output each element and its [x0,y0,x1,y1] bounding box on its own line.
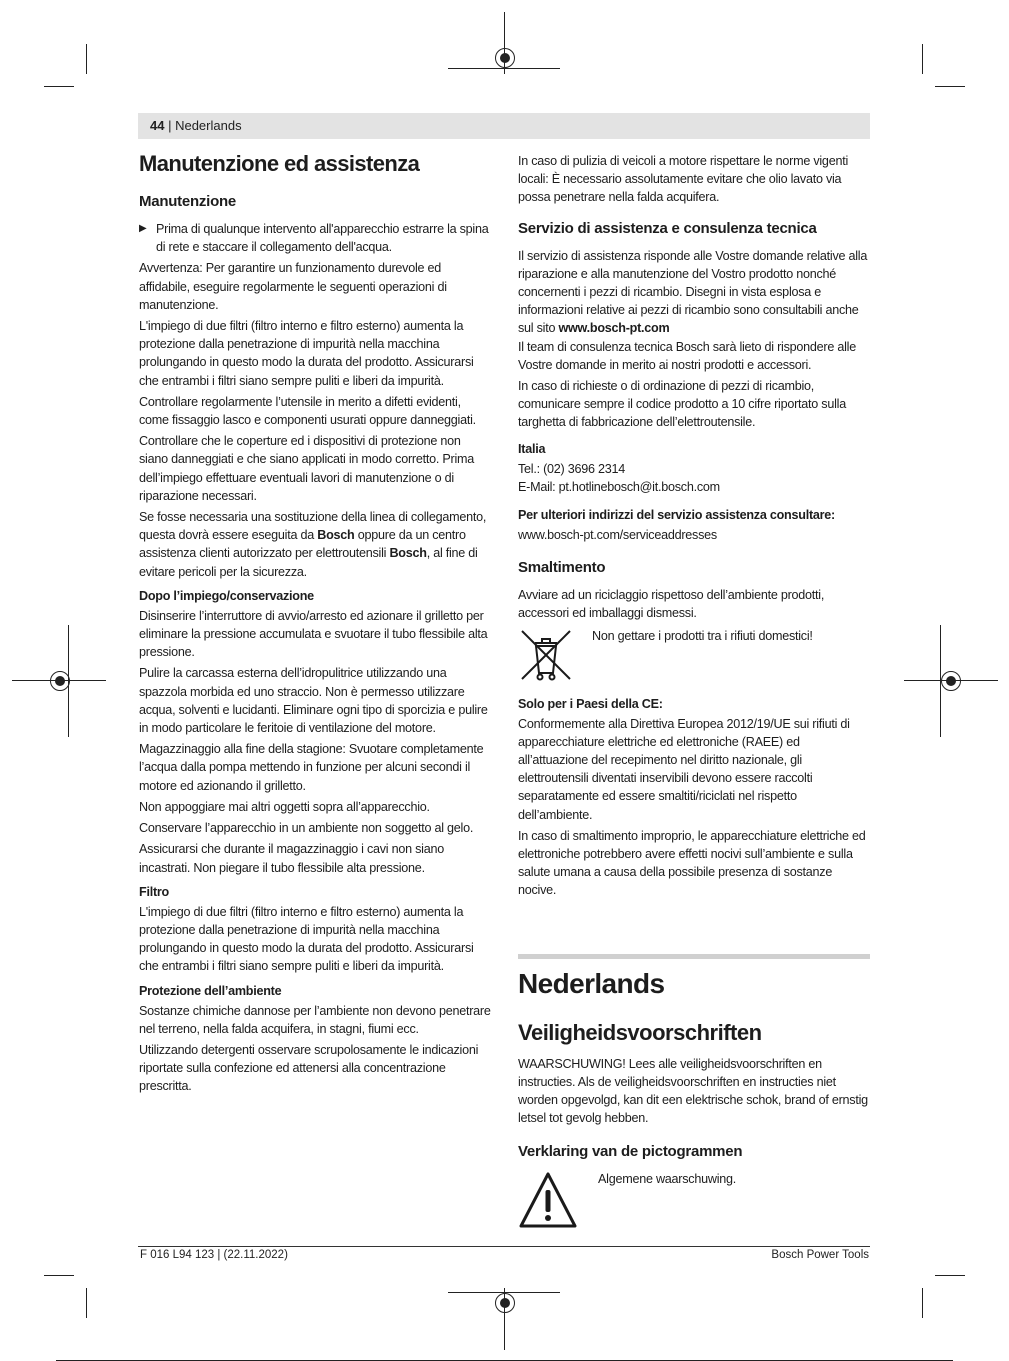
brand-name: Bosch [317,528,355,543]
warning-triangle-icon [518,1170,578,1230]
footer-document-id: F 016 L94 123 | (22.11.2022) [140,1249,288,1261]
crop-mark [86,1288,87,1318]
heading-ulteriori: Per ulteriori indirizzi del servizio assistenza consultare: [518,508,835,523]
paragraph: Il team di consulenza tecnica Bosch sarà lieto di rispondere alle Vostre domande in merito ai nostri prodotti e accessori. [518,339,856,372]
paragraph: Magazzinaggio alla fine della stagione: Svuotare completamente l’acqua dalla pompa mettendo in funzione per alcuni secondi il motore ed azionando il grilletto. [139,742,484,793]
heading-smaltimento: Smaltimento [518,559,606,577]
crop-mark [922,1288,923,1318]
crop-mark [44,1275,74,1276]
crossed-bin-icon [518,627,574,683]
paragraph: Sostanze chimiche dannose per l’ambiente non devono penetrare nel terreno, nella falda acquifera, in stagni, fiumi ecc. [139,1003,491,1036]
language-section-title: Nederlands [518,967,665,999]
service-url[interactable]: www.bosch-pt.com/serviceaddresses [518,528,717,543]
crop-mark [922,44,923,74]
paragraph: Assicurarsi che durante il magazzinaggio i cavi non siano incastrati. Non piegare il tubo flessibile alta pressione. [139,842,444,875]
paragraph: Non appoggiare mai altri oggetti sopra all’apparecchio. [139,799,430,814]
crop-mark [448,68,560,69]
paragraph: Conformemente alla Direttiva Europea 2012/19/UE sui rifiuti di apparecchiature elettriche ed elettroniche (RAEE) ed all’attuazione del recepimento nel diritto nazionale, gli elettroutensili diventati inservibili devono essere raccolti separatamente ed essere smaltiti/riciclati nel rispetto dell’ambiente. [518,716,850,822]
pictogram-label: Algemene waarschuwing. [598,1171,737,1186]
heading-pictogrammen: Verklaring van de pictogrammen [518,1142,743,1160]
header-separator: | [164,118,176,133]
phone-number: Tel.: (02) 3696 2314 [518,461,626,476]
heading-italia: Italia [518,441,546,456]
paragraph: Controllare regolarmente l’utensile in merito a difetti evidenti, come fissaggio lasco e componenti usurati oppure danneggiati. [139,394,476,428]
website-link[interactable]: www.bosch-pt.com [558,321,670,336]
paragraph: Controllare che le coperture ed i dispositivi di protezione non siano danneggiati e che siano applicati in modo corretto. Prima dell’impiego effettuare eventuali lavori di manutenzione o di riparazione necessari. [139,434,474,503]
crop-mark [935,86,965,87]
paragraph [518,247,870,338]
text-span: oppure da un centro assistenza clienti autorizzato per elettroutensili [139,528,466,561]
heading-filtro: Filtro [139,884,169,899]
paragraph: L'impiego di due filtri (filtro interno e filtro esterno) aumenta la protezione dalla penetrazione di impurità nella macchina prolungando in questo modo la durata del prodotto. Assicurarsi che entrambi i filtri siano sempre puliti e liberi da impurità. [139,319,474,388]
bullet-item: ▶ Prima di qualunque intervento all'apparecchio estrarre la spina di rete e staccare il collegamento dell'acqua. [139,220,491,256]
paragraph: In caso di pulizia di veicoli a motore rispettare le norme vigenti locali: È necessario assolutamente evitare che olio lavato via possa penetrare nella falda acquifera. [518,154,848,205]
paragraph: In caso di smaltimento improprio, le apparecchiature elettriche ed elettroniche potrebbero avere effetti nocivi sull’ambiente e sulla salute umana a causa della possibile presenza di sostanze nocive. [518,828,866,898]
text-span: Il servizio di assistenza risponde alle Vostre domande relative alla riparazione e alla manutenzione del Vostro prodotto nonché concernenti i pezzi di ricambio. Disegni in vista esplosa e informazioni relative ai pezzi di ricambio sono consultabili anche sul sito [518,248,868,336]
registration-mark-icon [50,671,70,691]
crop-mark [86,44,87,74]
weee-label: Non gettare i prodotti tra i rifiuti domestici! [592,628,813,643]
heading-manutenzione: Manutenzione [139,193,236,210]
right-column [518,152,870,1238]
page-number: 44 [150,118,165,133]
footer-brand: Bosch Power Tools [771,1249,869,1261]
brand-name: Bosch [389,546,427,561]
section-title: Manutenzione ed assistenza [139,151,420,176]
warning-symbol-row [518,1170,870,1232]
heading-veiligheid: Veiligheidsvoorschriften [518,1019,762,1045]
registration-mark-icon [495,1293,515,1313]
paragraph: Conservare l’apparecchio in un ambiente non soggetto al gelo. [139,821,474,836]
paragraph: L'impiego di due filtri (filtro interno e filtro esterno) aumenta la protezione dalla penetrazione di impurità nella macchina prolungando in questo modo la durata del prodotto. Assicurarsi che entrambi i filtri siano sempre puliti e liberi da impurità. [139,904,474,974]
section-divider [518,954,870,959]
paragraph: Avviare ad un riciclaggio rispettoso dell’ambiente prodotti, accessori ed imballaggi dismessi. [518,588,825,621]
registration-mark-icon [495,48,515,68]
paragraph: Avvertenza: Per garantire un funzionamento durevole ed affidabile, eseguire regolarmente le seguenti operazioni di manutenzione. [139,261,447,312]
weee-symbol-row [518,627,870,687]
paragraph: Pulire la carcassa esterna dell’idropulitrice utilizzando una spazzola morbida ed uno straccio. Non è permesso utilizzare acqua, solventi e lucidanti. Eliminare ogni tipo di sporcizia e pulire in modo particolare le feritoie di ventilazione del motore. [139,666,488,736]
heading-dopo-impiego: Dopo l’impiego/conservazione [139,588,314,603]
text-span: , al fine di evitare pericoli per la sicurezza. [139,546,478,579]
running-header [138,113,870,139]
header-language: Nederlands [175,118,242,133]
heading-ambiente: Protezione dell’ambiente [139,983,282,998]
paragraph: Disinserire l’interruttore di avvio/arresto ed azionare il grilletto per eliminare la pressione accumulata e svuotare il tubo flessibile alta pressione. [139,608,488,660]
text-span: Se fosse necessaria una sostituzione della linea di collegamento, questa dovrà essere eseguita da [139,510,487,543]
footer-rule [138,1246,870,1247]
heading-servizio: Servizio di assistenza e consulenza tecnica [518,219,817,237]
crop-mark [935,1275,965,1276]
paragraph: Utilizzando detergenti osservare scrupolosamente le indicazioni riportate sulla confezione ed attenersi alla concentrazione prescritta. [139,1042,479,1094]
paragraph: In caso di richieste o di ordinazione di pezzi di ricambio, comunicare sempre il codice prodotto a 10 cifre riportato sulla targhetta di fabbricazione dell’elettroutensile. [518,379,846,430]
paragraph [139,508,491,581]
registration-mark-icon [941,671,961,691]
crop-mark [44,86,74,87]
heading-ce: Solo per i Paesi della CE: [518,696,663,711]
paragraph: WAARSCHUWING! Lees alle veiligheidsvoorschriften en instructies. Als de veiligheidsvoorschriften en instructies niet worden opgevolgd, kan dit een elektrische schok, brand of ernstig letsel tot gevolg hebben. [518,1056,868,1126]
email-address: E-Mail: pt.hotlinebosch@it.bosch.com [518,479,720,494]
left-column [139,150,491,1099]
